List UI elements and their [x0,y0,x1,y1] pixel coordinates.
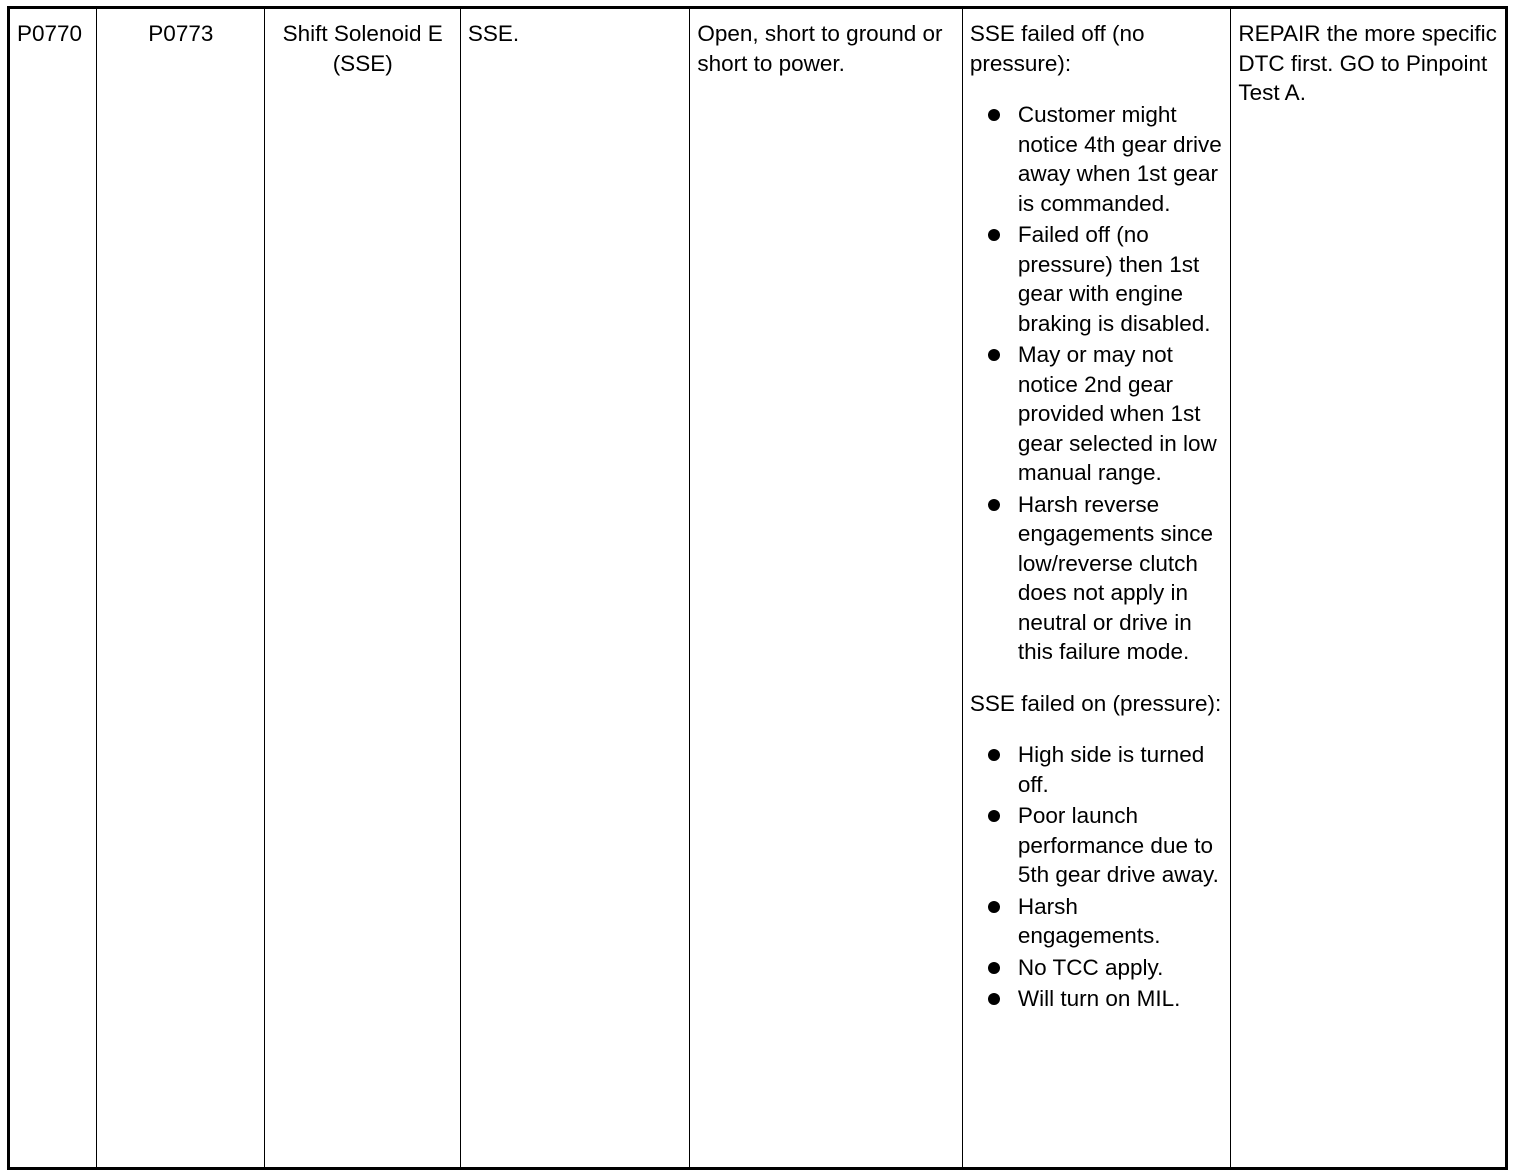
bullet-icon [988,810,1000,822]
dtc-primary: P0770 [17,21,83,46]
list-item [970,100,1225,218]
dtc-secondary: P0773 [148,21,214,46]
action-text: REPAIR the more specific DTC first. GO to Pinpoint Test A. [1238,21,1497,105]
description-cell [460,8,689,1169]
failed-off-list [970,100,1225,667]
bullet-icon [988,993,1000,1005]
symptom-item-text: Customer might notice 4th gear drive away when 1st gear is commanded. [1017,102,1222,216]
symptom-cell [962,8,1231,1169]
symptom-item-text: Will turn on MIL. [1017,986,1181,1011]
list-item [970,892,1225,951]
failed-off-heading: SSE failed off (no pressure): [969,21,1145,76]
list-item [970,220,1225,338]
bullet-icon [988,349,1000,361]
component-cell [264,8,460,1169]
list-item [970,740,1225,799]
bullet-icon [988,499,1000,511]
symptom-item-text: Poor launch performance due to 5th gear drive away. [1017,803,1219,887]
list-item [970,953,1225,983]
description-text: SSE. [467,21,520,46]
symptom-item-text: Harsh engagements. [1017,893,1161,948]
symptom-item-text: No TCC apply. [1017,954,1164,980]
dtc-primary-cell [9,8,97,1169]
failed-on-heading: SSE failed on (pressure): [969,690,1222,716]
condition-cell [690,8,963,1169]
bullet-icon [988,901,1000,913]
dtc-table [7,6,1508,1170]
symptom-item-text: May or may not notice 2nd gear provided when 1st gear selected in low manual range. [1017,342,1217,485]
list-item [970,490,1225,667]
table-row [9,8,1507,1169]
list-item [970,984,1225,1014]
bullet-icon [988,749,1000,761]
component-name: Shift Solenoid E (SSE) [282,21,443,76]
list-item [970,340,1225,488]
bullet-icon [988,962,1000,974]
condition-text: Open, short to ground or short to power. [697,21,943,76]
list-item [970,801,1225,890]
symptom-item-text: Failed off (no pressure) then 1st gear with engine braking is disabled. [1017,222,1211,336]
symptom-item-text: Harsh reverse engagements since low/reverse clutch does not apply in neutral or drive in this failure mode. [1017,491,1214,664]
symptom-item-text: High side is turned off. [1017,742,1205,797]
dtc-secondary-cell [97,8,264,1169]
action-cell [1231,8,1507,1169]
bullet-icon [988,109,1000,121]
failed-on-list [970,740,1225,1014]
bullet-icon [988,229,1000,241]
